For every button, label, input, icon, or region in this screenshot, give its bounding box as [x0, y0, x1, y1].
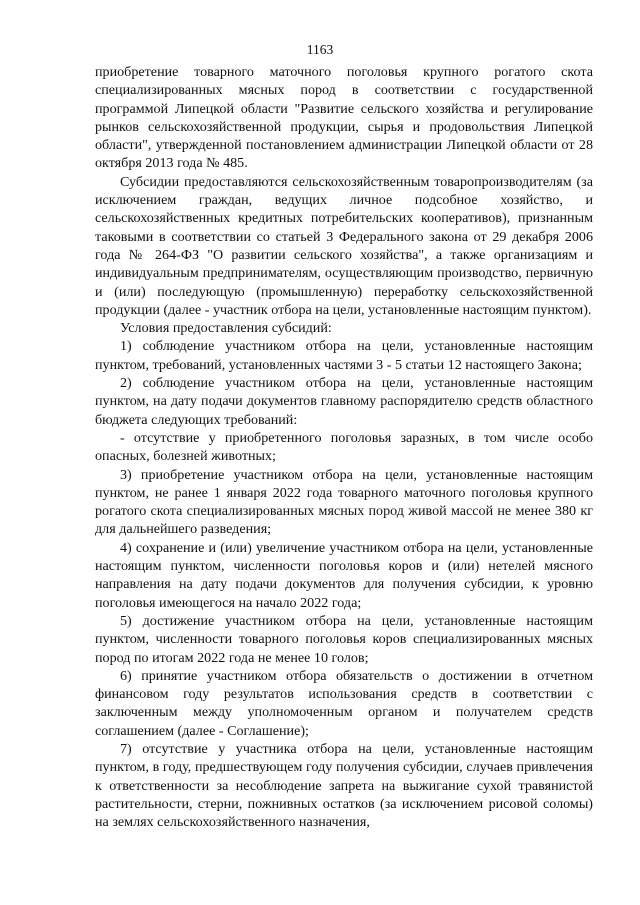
paragraph-condition-5: 5) достижение участником отбора на цели, установленные настоящим пунктом, численности товарного поголовья коров специализированных мясных пород по итогам 2022 года не менее 10 голов;	[95, 612, 593, 666]
paragraph-condition-2: 2) соблюдение участником отбора на цели, установленные настоящим пунктом, на дату подачи документов главному распорядителю средств областного бюджета следующих требований:	[95, 375, 593, 428]
page-number: 1163	[306, 42, 334, 57]
paragraph-intro-continuation: приобретение товарного маточного поголовья крупного рогатого скота специализированных мясных пород в соответствии с государственной программой Липецкой области "Развитие сельского хозяйства и регулирование рынков сельскохозяйственной продукции, сырья и продовольствия Липецкой области", утвержденной постановлением администрации Липецкой области от 28 октября 2013 года № 485.	[95, 64, 593, 172]
paragraph-condition-1: 1) соблюдение участником отбора на цели, установленные настоящим пунктом, требований, установленных частями 3 - 5 статьи 12 настоящего Закона;	[95, 338, 593, 373]
paragraph-condition-7: 7) отсутствие у участника отбора на цели, установленные настоящим пунктом, в году, предшествующем году получения субсидии, случаев привлечения к ответственности за несоблюдение запрета на выжигание сухой травянистой растительности, стерни, пожнивных остатков (за исключением рисовой соломы) на землях сельскохозяйственного назначения,	[95, 740, 593, 831]
paragraph-condition-6: 6) принятие участником отбора обязательств о достижении в отчетном финансовом году результатов использования средств в соответствии с заключенным между уполномоченным органом и получателем средств соглашением (далее - Соглашение);	[95, 667, 593, 739]
paragraph-condition-4: 4) сохранение и (или) увеличение участником отбора на цели, установленные настоящим пунктом, численности поголовья коров и (или) нетелей мясного направления на дату подачи документов для получения субсидии, к уровню поголовья имеющегося на начало 2022 года;	[95, 539, 593, 611]
paragraph-condition-2-item: - отсутствие у приобретенного поголовья заразных, в том числе особо опасных, болезней животных;	[95, 429, 593, 465]
document-body	[95, 63, 593, 831]
paragraph-conditions-heading: Условия предоставления субсидий:	[120, 320, 332, 337]
paragraph-subsidy-recipients: Субсидии предоставляются сельскохозяйственным товаропроизводителям (за исключением граждан, ведущих личное подсобное хозяйство, и сельскохозяйственных кредитных потребительских кооперативов), признанным таковыми в соответствии со статьей 3 Федерального закона от 29 декабря 2006 года № 264-ФЗ "О развитии сельского хозяйства", а также организациям и индивидуальным предпринимателям, осуществляющим производство, первичную и (или) последующую (промышленную) переработку сельскохозяйственной продукции (далее - участник отбора на цели, установленные настоящим пунктом).	[95, 173, 593, 318]
paragraph-condition-3: 3) приобретение участником отбора на цели, установленные настоящим пунктом, не ранее 1 января 2022 года товарного маточного поголовья крупного рогатого скота специализированных мясных пород живой массой не менее 380 кг для дальнейшего разведения;	[95, 466, 593, 538]
